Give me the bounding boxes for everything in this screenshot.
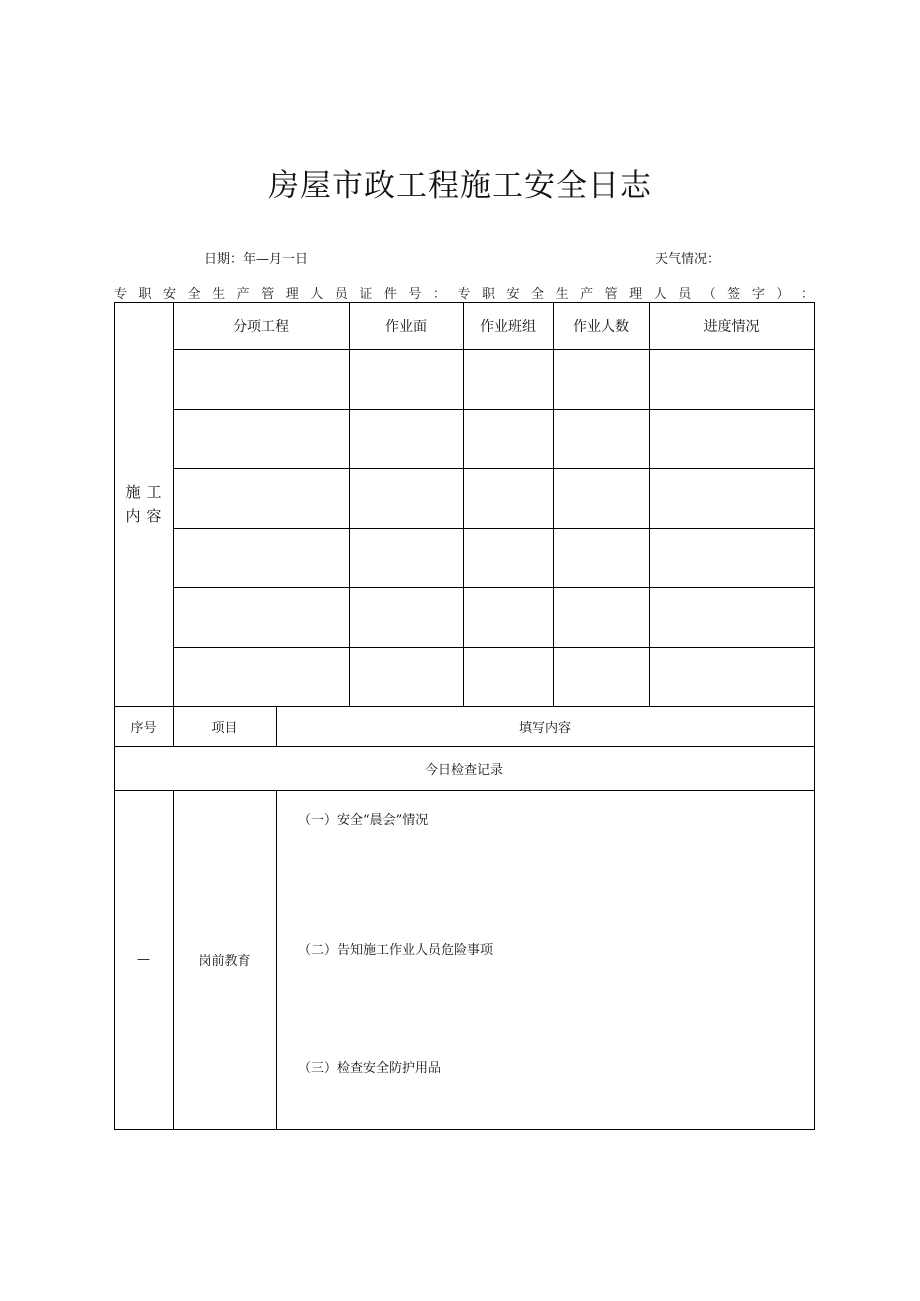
today-check-title: 今日检查记录 <box>424 762 503 778</box>
safety-officer-line: 专 职 安 全 生 产 管 理 人 员 证 件 号 ： 专 职 安 全 生 产 管 理 人 员 （ 签 字 ） ： <box>114 287 814 302</box>
header-fill-content: 填写内容 <box>518 720 571 736</box>
date-field: 日期：年—月一日 <box>204 252 309 267</box>
header-progress: 进度情况 <box>703 318 760 335</box>
document-title: 房屋市政工程施工安全日志 <box>268 168 652 204</box>
header-worker-count: 作业人数 <box>573 318 629 335</box>
construction-content-label: 施工 内容 <box>125 483 168 525</box>
header-seq: 序号 <box>130 720 157 736</box>
ppe-check-entry: （三）检查安全防护用品 <box>298 1061 442 1076</box>
header-work-team: 作业班组 <box>480 318 536 335</box>
header-item: 项目 <box>211 720 238 736</box>
section-one-item: 岗前教育 <box>198 954 251 969</box>
weather-field: 天气情况： <box>655 252 721 267</box>
header-work-area: 作业面 <box>385 318 427 335</box>
hazard-notice-entry: （二）告知施工作业人员危险事项 <box>298 943 494 958</box>
section-one-seq: — <box>137 952 150 967</box>
header-subproject: 分项工程 <box>233 318 289 335</box>
morning-meeting-entry: （一）安全“晨会”情况 <box>298 813 429 828</box>
